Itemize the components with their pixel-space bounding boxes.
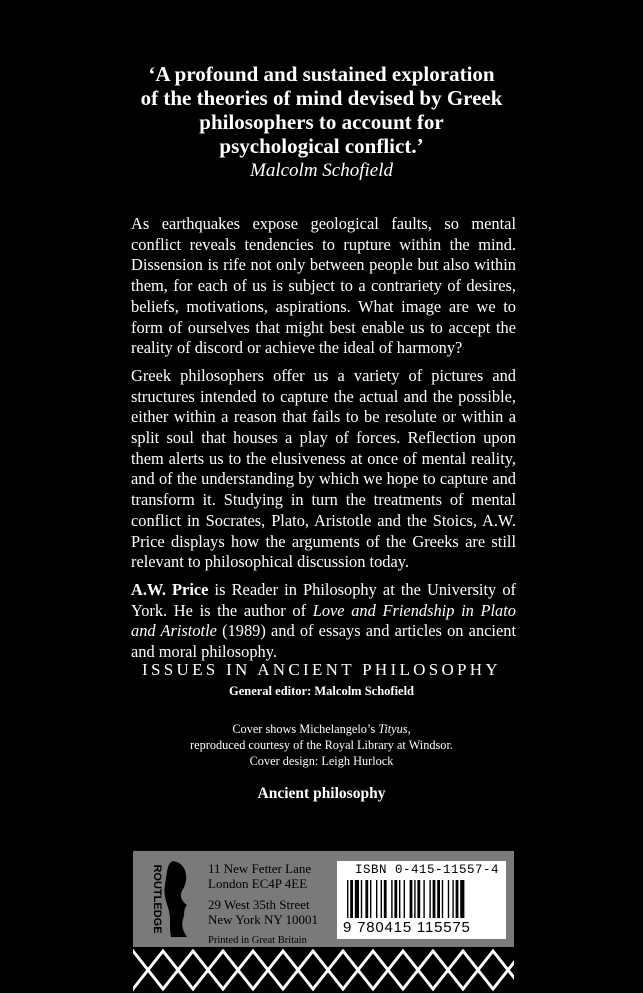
credit-text: Cover shows Michelangelo’s — [232, 722, 379, 736]
subject-category: Ancient philosophy — [257, 785, 386, 802]
routledge-logo — [143, 859, 191, 939]
barcode-number: 9 780415 115575 — [343, 919, 471, 936]
credit-line: Cover design: Leigh Hurlock — [249, 754, 394, 768]
author-name: A.W. Price — [131, 579, 209, 599]
bio-text: is Reader in Philosophy at the University of York. He is the author of — [131, 579, 516, 620]
artwork-title: Tityus — [378, 722, 408, 736]
credit-text: , — [407, 722, 411, 736]
barcode-bars — [347, 880, 497, 918]
series-editor: General editor: Malcolm Schofield — [228, 684, 415, 698]
description-paragraph-1: As earthquakes expose geological faults, so mental conflict reveals tendencies to rupture within the mind. Dissension is rife not only between people but also within them, for each of us is subject to a contrariety of desires, beliefs, motivations, aspirations. What image are we to form of ourselves that might best enable us to accept the reality of discord or achieve the ideal of harmony? — [131, 214, 516, 358]
cover-credits — [0, 721, 643, 769]
description — [131, 214, 516, 670]
barcode — [337, 861, 506, 939]
decorative-pattern — [133, 947, 514, 993]
address-line: New York NY 10001 — [208, 912, 319, 927]
quote-line: philosophers to account for — [199, 110, 444, 134]
publisher-panel — [133, 851, 514, 947]
quote-attribution: Malcolm Schofield — [250, 160, 393, 181]
book-title: Love and Friendship in Plato and Aristotle — [131, 600, 517, 641]
address-line: 29 West 35th Street — [208, 897, 310, 912]
address-line: 11 New Fetter Lane — [208, 861, 312, 876]
printed-note: Printed in Great Britain — [208, 935, 307, 946]
description-paragraph-2: Greek philosophers offer us a variety of pictures and structures intended to capture the actual and the possible, either within a reason that fails to be resolute or within a split soul that houses a play of forces. Reflection upon them alerts us to the elusiveness at once of mental reality, and of the understanding by which we hope to capture and transform it. Studying in turn the treatments of mental conflict in Socrates, Plato, Aristotle and the Stoics, A.W. Price displays how the arguments of the Greeks are still relevant to philosophical discussion today. — [131, 365, 516, 572]
quote-line: ‘A profound and sustained exploration — [148, 62, 495, 86]
author-bio — [131, 580, 516, 663]
quote-line: psychological conflict.’ — [219, 134, 424, 158]
address-line: London EC4P 4EE — [208, 876, 308, 891]
credit-line: reproduced courtesy of the Royal Library at Windsor. — [190, 738, 453, 752]
quote-line: of the theories of mind devised by Greek — [140, 86, 503, 110]
series-title: ISSUES IN ANCIENT PHILOSOPHY — [142, 660, 501, 679]
logo-wordmark: ROUTLEDGE — [151, 864, 163, 934]
bio-text: (1989) and of essays and articles on ancient and moral philosophy. — [131, 621, 516, 662]
isbn-label: ISBN 0-415-11557-4 — [355, 863, 500, 877]
blurb-quote — [0, 62, 643, 158]
credit-line — [0, 721, 643, 737]
publisher-address — [208, 861, 318, 948]
